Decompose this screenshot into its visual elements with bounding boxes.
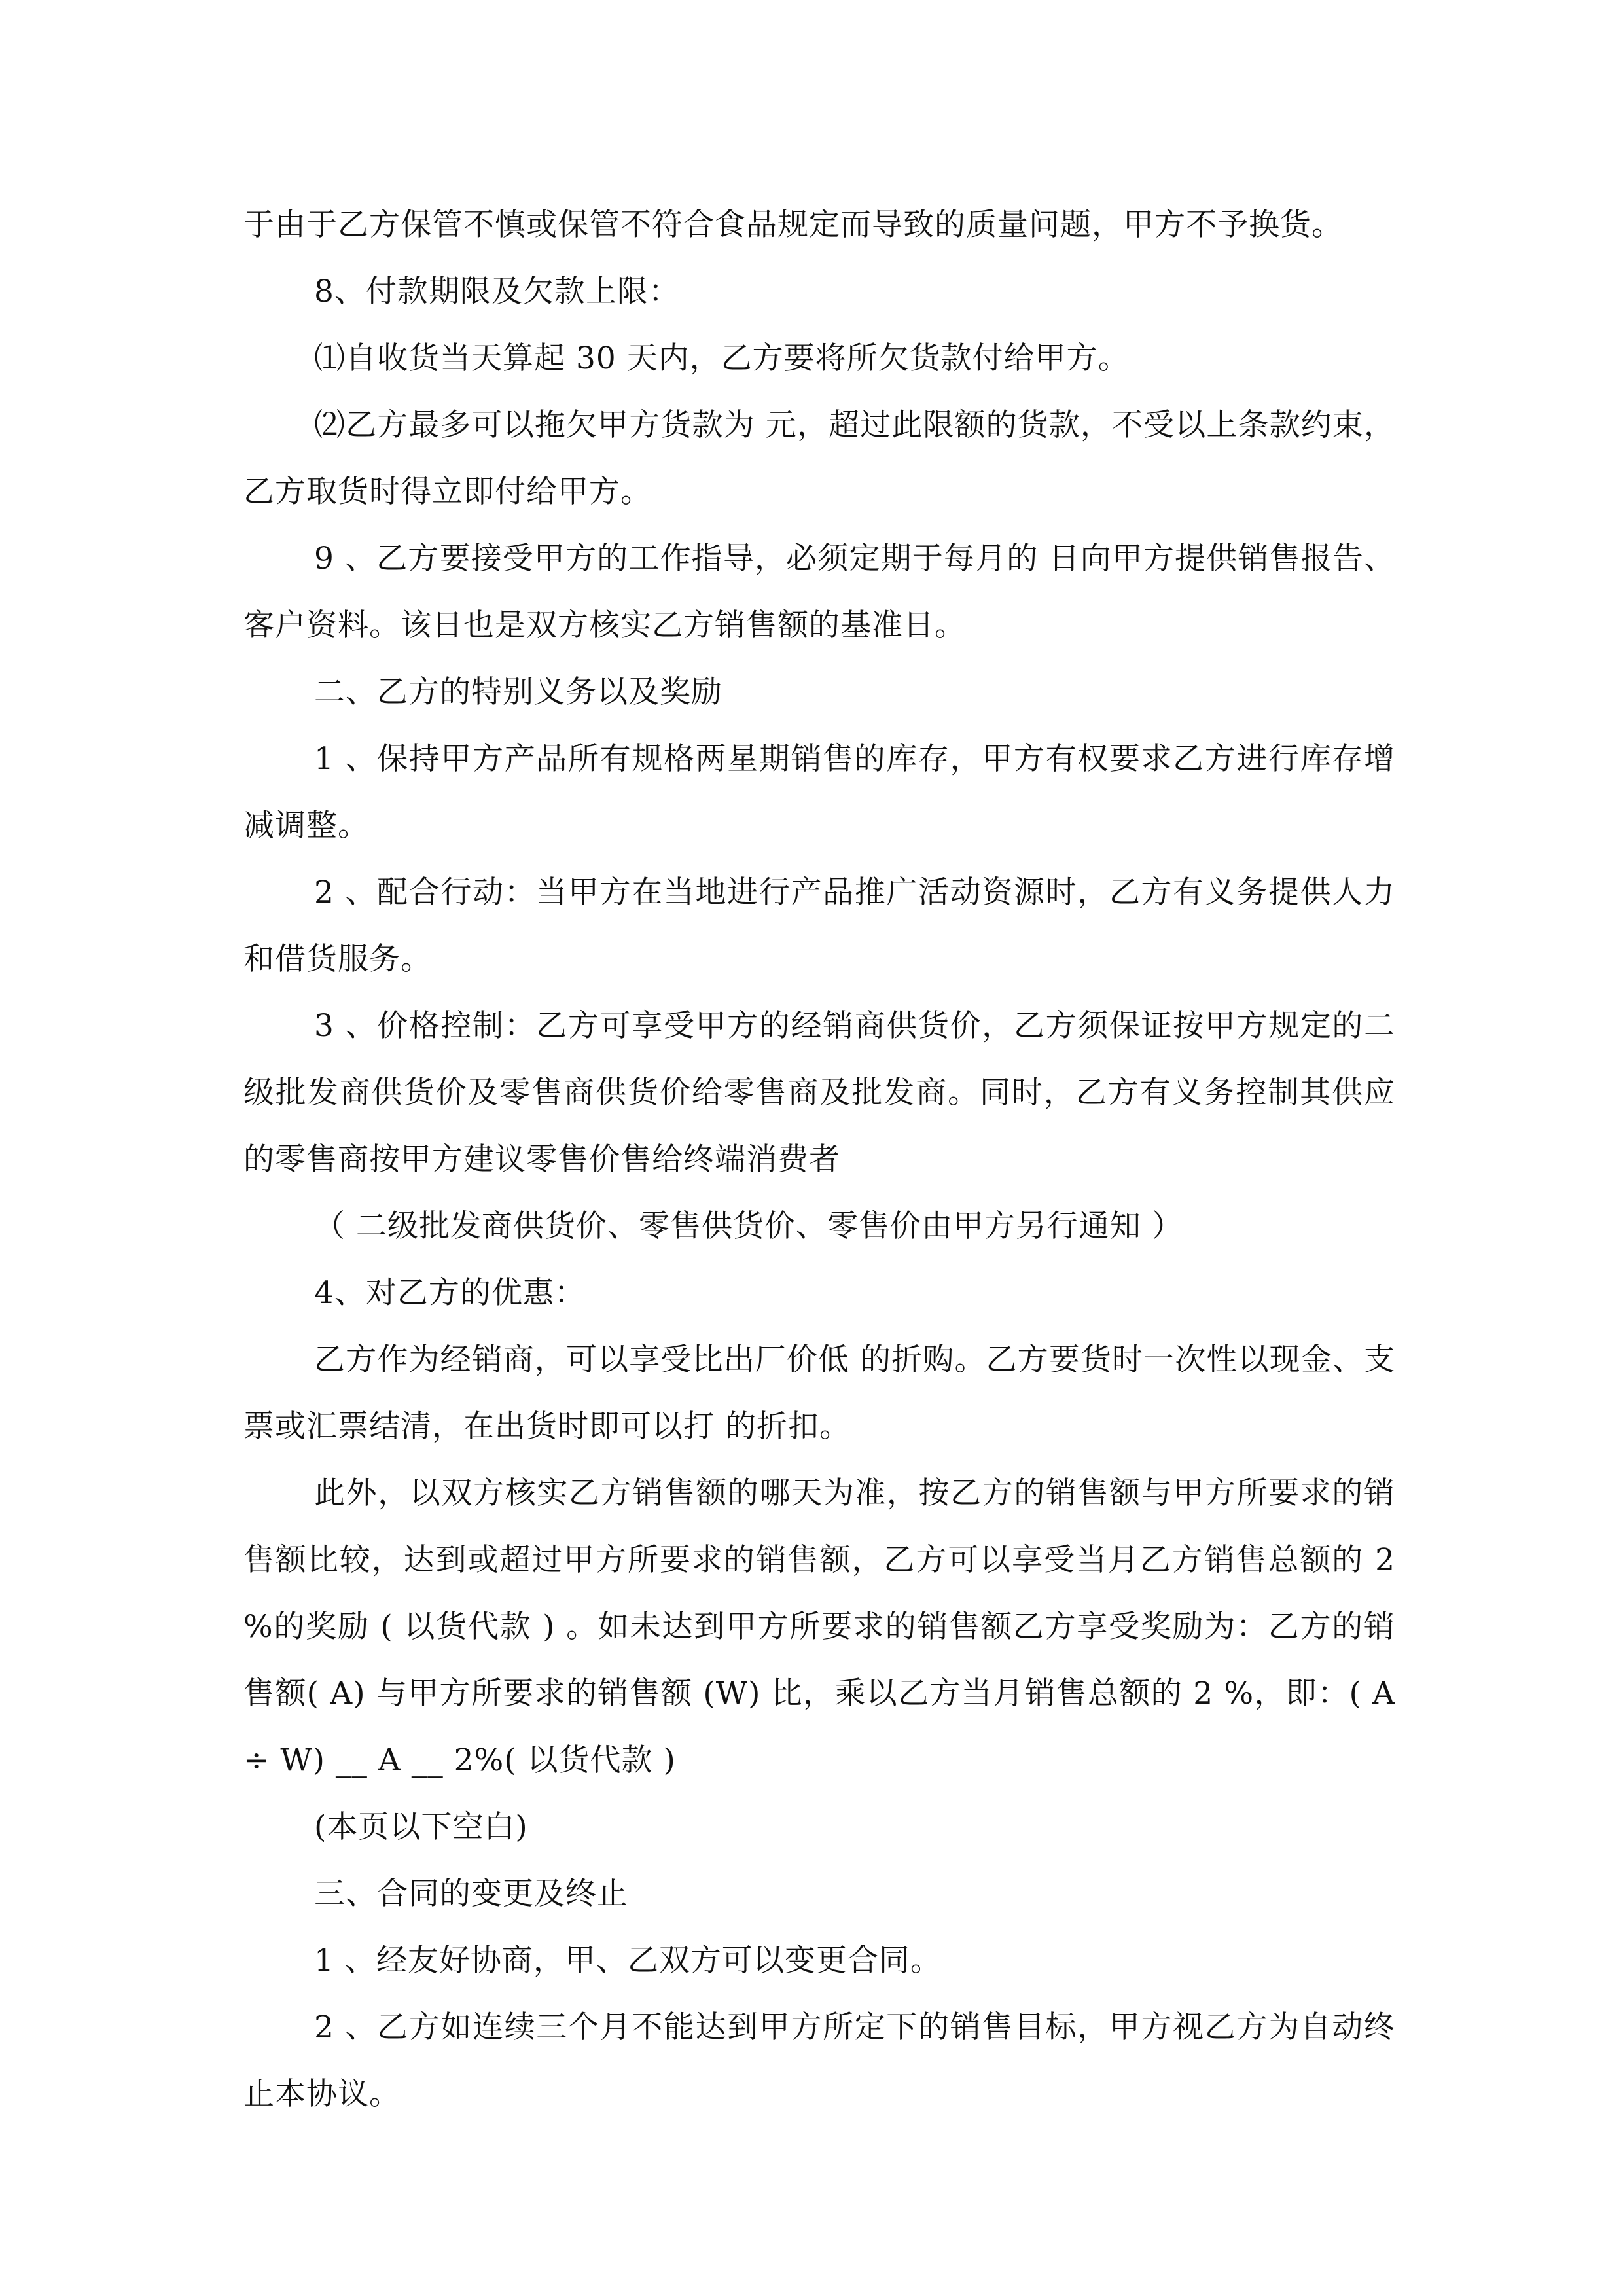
- paragraph-payment-heading: 8、付款期限及欠款上限：: [314, 274, 680, 310]
- paragraph-discount-heading: 4、对乙方的优惠：: [314, 1275, 586, 1311]
- paragraph-cooperation: 2 、配合行动：当甲方在当地进行产品推广活动资源时，乙方有义务提供人力和借货服务。: [243, 874, 1395, 977]
- document-body: [243, 192, 1395, 2128]
- paragraph-discount: 乙方作为经销商，可以享受比出厂价低 的折购。乙方要货时一次性以现金、支票或汇票结清，在出货时即可以打 的折扣。: [243, 1342, 1395, 1444]
- section-heading-contract-change: 三、合同的变更及终止: [314, 1876, 628, 1912]
- paragraph-reward: 此外，以双方核实乙方销售额的哪天为准，按乙方的销售额与甲方所要求的销售额比较，达到或超过甲方所要求的销售额，乙方可以享受当月乙方销售总额的 2 %的奖励 ( 以货代款 ) 。如未达到甲方所要求的销售额乙方享受奖励为：乙方的销售额( A) 与甲方所要求的销售额 (W) 比，乘以乙方当月销售总额的 2 %，即：( A ÷ W) __ A __ 2%( 以货代款 ): [243, 1475, 1395, 1778]
- paragraph-price-control: 3 、价格控制：乙方可享受甲方的经销商供货价，乙方须保证按甲方规定的二级批发商供货价及零售商供货价给零售商及批发商。同时，乙方有义务控制其供应的零售商按甲方建议零售价售给终端消费者: [243, 1008, 1395, 1177]
- section-heading-special-obligations: 二、乙方的特别义务以及奖励: [314, 674, 722, 710]
- paragraph-sales-report: 9 、乙方要接受甲方的工作指导，必须定期于每月的 日向甲方提供销售报告、客户资料。该日也是双方核实乙方销售额的基准日。: [243, 541, 1395, 643]
- paragraph-price-note: （ 二级批发商供货价、零售供货价、零售价由甲方另行通知 ）: [314, 1208, 1183, 1244]
- paragraph-blank-note: (本页以下空白): [314, 1809, 528, 1845]
- paragraph-termination: 2 、乙方如连续三个月不能达到甲方所定下的销售目标，甲方视乙方为自动终止本协议。: [243, 2009, 1395, 2112]
- paragraph-inventory: 1 、保持甲方产品所有规格两星期销售的库存，甲方有权要求乙方进行库存增减调整。: [243, 741, 1395, 844]
- paragraph-payment-term: ⑴自收货当天算起 30 天内，乙方要将所欠货款付给甲方。: [314, 340, 1130, 376]
- paragraph-contract-change: 1 、经友好协商，甲、乙双方可以变更合同。: [314, 1943, 942, 1979]
- paragraph-quality-continuation: 于由于乙方保管不慎或保管不符合食品规定而导致的质量问题，甲方不予换货。: [243, 207, 1343, 243]
- paragraph-debt-limit: ⑵乙方最多可以拖欠甲方货款为 元，超过此限额的货款，不受以上条款约束，乙方取货时得立即付给甲方。: [243, 407, 1395, 510]
